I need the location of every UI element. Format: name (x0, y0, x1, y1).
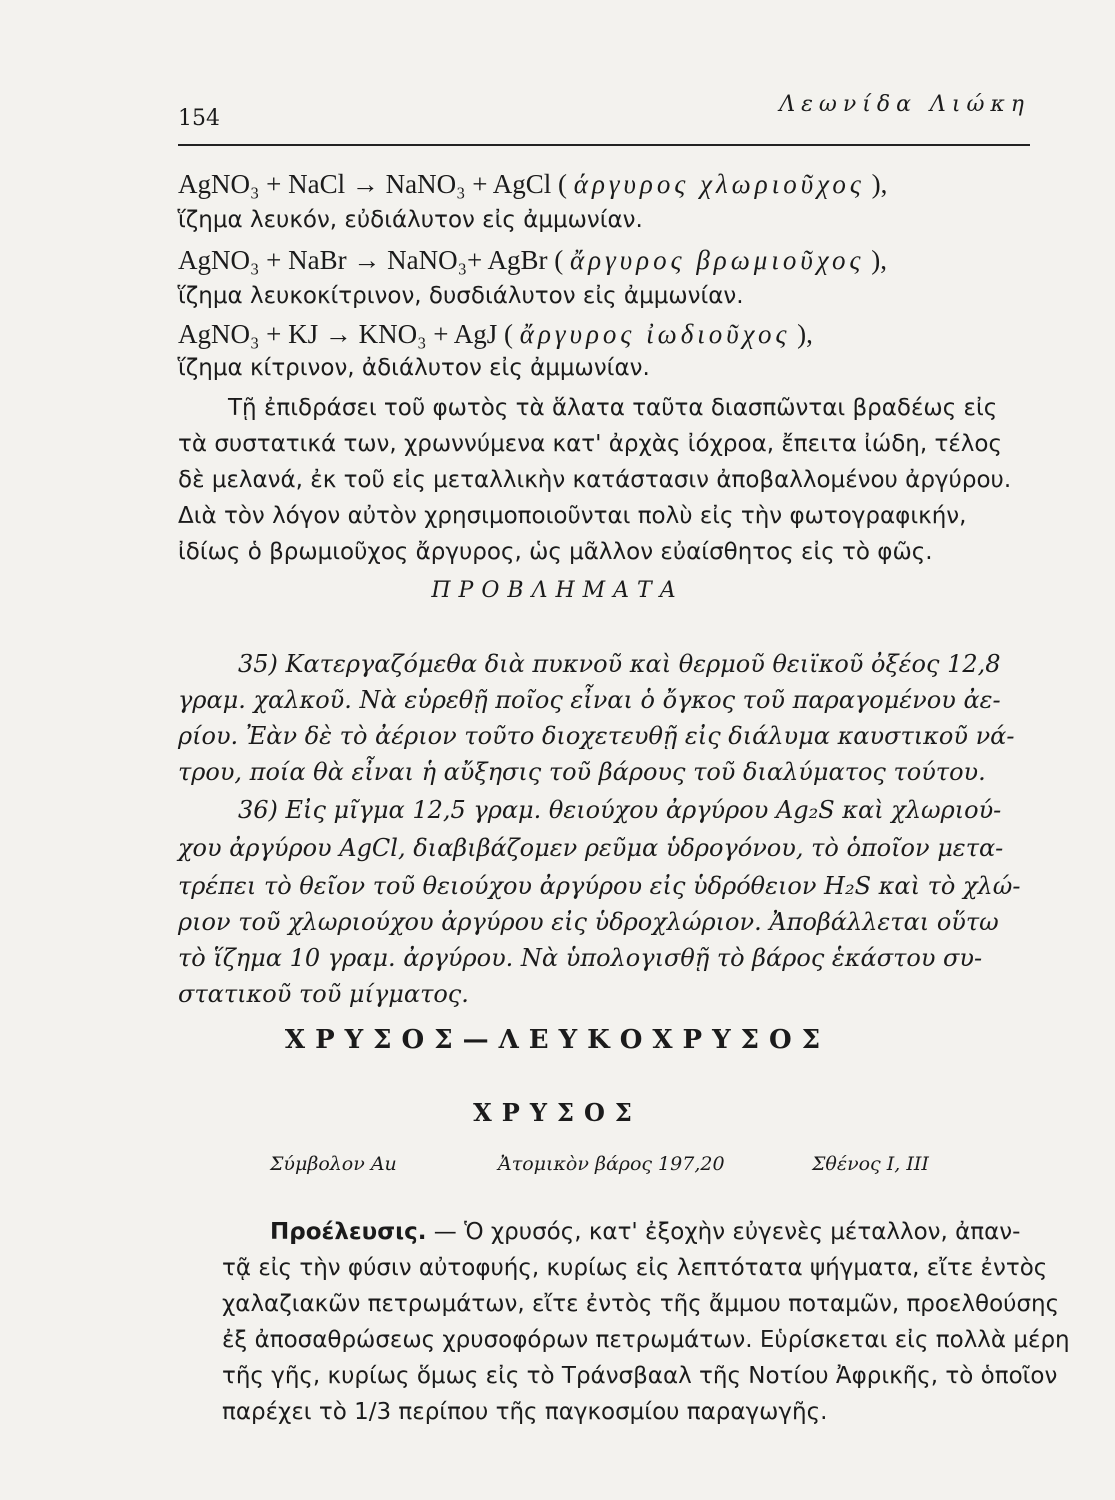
origin-line: χαλαζιακῶν πετρωμάτων, εἴτε ἐντὸς τῆς ἄμμου ποταμῶν, προελθούσης (222, 1291, 1060, 1317)
running-head: Λεωνίδα Λιώκη (779, 92, 1030, 117)
origin-label: Προέλευσις. (270, 1219, 427, 1245)
problem-line: γραμ. χαλκοῦ. Νὰ εὑρεθῇ ποῖος εἶναι ὁ ὄγκος τοῦ παραγομένου ἀε- (178, 686, 1001, 714)
problem-line: στατικοῦ τοῦ μίγματος. (178, 980, 469, 1008)
page-number: 154 (178, 106, 220, 131)
problem-line: χου ἀργύρου AgCl, διαβιβάζομεν ρεῦμα ὑδρογόνου, τὸ ὁποῖον μετα- (178, 834, 1004, 862)
paragraph-line: Τῇ ἐπιδράσει τοῦ φωτὸς τὰ ἅλατα ταῦτα διασπῶνται βραδέως εἰς (228, 395, 998, 421)
origin-line: ἐξ ἀποσαθρώσεως χρυσοφόρων πετρωμάτων. Εὑρίσκεται εἰς πολλὰ μέρη (222, 1327, 1070, 1353)
reaction-note: ἵζημα λευκόν, εὐδιάλυτον εἰς ἀμμωνίαν. (178, 207, 643, 233)
compound-name: ἄργυρος βρωμιοῦχος (570, 245, 865, 275)
problem-line: ρίου. Ἐὰν δὲ τὸ ἀέριον τοῦτο διοχετευθῇ εἰς διάλυμα καυστικοῦ νά- (178, 722, 1015, 750)
reaction-note: ἵζημα κίτρινον, ἀδιάλυτον εἰς ἀμμωνίαν. (178, 355, 650, 381)
paragraph-line: ἰδίως ὁ βρωμιοῦχος ἄργυρος, ὡς μᾶλλον εὐαίσθητος εἰς τὸ φῶς. (178, 539, 933, 565)
reaction-line: AgNO₃ + KJ → KNO₃ + AgJ ( ἄργυρος ἰωδιοῦχος ), (178, 319, 813, 349)
paragraph-line: τὰ συστατικά των, χρωννύμενα κατ' ἀρχὰς ἰόχροα, ἔπειτα ἰώδη, τέλος (178, 431, 1002, 457)
problem-line: 36) Εἰς μῖγμα 12,5 γραμ. θειούχου ἀργύρου Ag₂S καὶ χλωριού- (238, 796, 1002, 824)
page-header (178, 92, 1030, 146)
problem-line: τρου, ποία θὰ εἶναι ἡ αὔξησις τοῦ βάρους τοῦ διαλύματος τούτου. (178, 758, 986, 786)
paragraph-line: Διὰ τὸν λόγον αὐτὸν χρησιμοποιοῦνται πολὺ εἰς τὴν φωτογραφικήν, (178, 503, 967, 529)
origin-line: παρέχει τὸ 1/3 περίπου τῆς παγκοσμίου παραγωγῆς. (222, 1399, 828, 1425)
compound-name: άργυρος χλωριοῦχος (573, 169, 865, 199)
problem-line: ριον τοῦ χλωριούχου ἀργύρου εἰς ὑδροχλώριον. Ἀποβάλλεται οὕτω (178, 908, 999, 936)
origin-line: τῆς γῆς, κυρίως ὅμως εἰς τὸ Τράνσβααλ τῆς Νοτίου Ἀφρικῆς, τὸ ὁποῖον (222, 1363, 1058, 1389)
element-atomic-weight: Ἀτομικὸν βάρος 197,20 (498, 1153, 725, 1175)
reaction-line: AgNO₃ + NaBr → NaNO₃+ AgBr ( ἄργυρος βρωμιοῦχος ), (178, 245, 888, 275)
reaction-line: AgNO₃ + NaCl → NaNO₃ + AgCl ( άργυρος χλωριοῦχος ), (178, 169, 888, 199)
problem-line: τρέπει τὸ θεῖον τοῦ θειούχου ἀργύρου εἰς ὑδρόθειον H₂S καὶ τὸ χλώ- (178, 872, 1021, 900)
element-symbol: Σύμβολον Au (270, 1153, 397, 1175)
origin-line: τᾷ εἰς τὴν φύσιν αὐτοφυής, κυρίως εἰς λεπτότατα ψήγματα, εἴτε ἐντὸς (222, 1255, 1048, 1281)
origin-first-line: Προέλευσις. — Ὁ χρυσός, κατ' ἐξοχὴν εὐγενὲς μέταλλον, ἀπαν- (270, 1219, 1021, 1245)
element-valence: Σθένος I, III (812, 1153, 929, 1175)
subsection-title: ΧΡΥΣΟΣ (473, 1098, 642, 1127)
paragraph-line: δὲ μελανά, ἐκ τοῦ εἰς μεταλλικὴν κατάστασιν ἀποβαλλομένου ἀργύρου. (178, 467, 1012, 493)
problem-line: 35) Κατεργαζόμεθα διὰ πυκνοῦ καὶ θερμοῦ θειϊκοῦ ὀξέος 12,8 (238, 650, 1001, 678)
problems-heading: ΠΡΟΒΛΗΜΑΤΑ (431, 578, 684, 603)
problem-line: τὸ ἵζημα 10 γραμ. ἀργύρου. Νὰ ὑπολογισθῇ τὸ βάρος ἑκάστου συ- (178, 944, 983, 972)
reaction-note: ἵζημα λευκοκίτρινον, δυσδιάλυτον εἰς ἀμμωνίαν. (178, 283, 744, 309)
compound-name: ἄργυρος ἰωδιοῦχος (519, 319, 791, 349)
section-title: ΧΡΥΣΟΣ—ΛΕΥΚΟΧΡΥΣΟΣ (284, 1025, 831, 1055)
